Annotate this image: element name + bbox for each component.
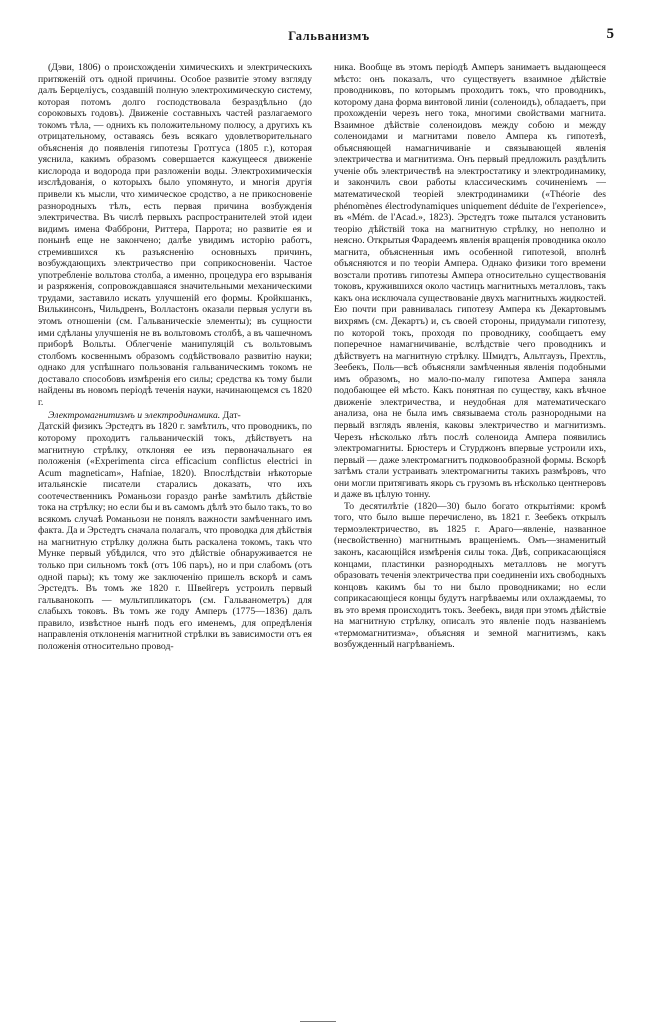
text-columns: [38, 62, 620, 1010]
paragraph: (Дэви, 1806) о происхожденіи химическихъ и электрическихъ притяженій отъ одной причины. Особое развитіе этому взгляду далъ Берцеліусъ, создавшій полную электрохимическую систему, которая потомъ долго господствовала безраздѣльно (до сороковыхъ годовъ). Движеніе составныхъ частей разлагаемого токомъ тѣла, — однихъ къ положительному полюсу, а другихъ къ отрицательному, оставаясь безъ всякаго удовлетворительнаго объясненія до появленія гипотезы Гротгуса (1805 г.), которая уяснила, какимъ образомъ совершается кажущееся движеніе кислорода и водорода при разложеніи воды. Электрохимическія изслѣдованія, о которыхъ было упомянуто, и многія другія привели къ мысли, что химическое сродство, а не прикосновеніе разнородныхъ тѣлъ, есть первая причина возбужденія электричества. Въ числѣ первыхъ распространителей этой идеи видимъ имена Фабброни, Риттера, Паррота; но развитіе ея и понынѣ еще не закончено; далѣе увидимъ исторію работъ, стремившихся къ разъясненію основныхъ причинъ, возбуждающихъ электричество при соприкосновеніи. Частое употребленіе вольтова столба, а именно, процедура его взрыванія и разряженія, сопровождавшаяся значительными механическими трудами, заставило искать улучшеній его формы. Кройкшанкъ, Вилькинсонъ, Чильдренъ, Волластонъ оказали первыя услуги въ этомъ отношеніи (см. Гальваническіе элементы); въ сущности ими сдѣланы улучшенія не въ вольтовомъ столбѣ, а въ чашечномъ приборѣ Вольты. Облегченіе манипуляцій съ вольтовымъ столбомъ косвеннымъ образомъ содѣйствовало развитію науки; однако для успѣшнаго пользованія гальваническимъ токомъ не доставало способовъ измѣренія его силы; средства къ тому были найдены въ новомъ періодѣ теченія науки, начинающемся съ 1820 г.: [38, 62, 312, 408]
footer-divider: [300, 1021, 336, 1022]
right-column: [322, 62, 606, 1010]
page-title: Гальванизмъ: [288, 29, 370, 43]
paragraph: ника. Вообще въ этомъ періодѣ Амперъ занимаетъ выдающееся мѣсто: онъ показалъ, что существуетъ взаимное дѣйствіе проводниковъ, по которымъ проходитъ токъ, что проводникъ, которому дана форма винтовой линіи (соленоидъ), обладаетъ, при прохожденіи черезъ него тока, многими свойствами магнита. Взаимное дѣйствіе соленоидовъ между собою и между соленоидами и магнитами повело Ампера къ гипотезѣ, объясняющей намагничиваніе и связывающей явленія электричества и магнитизма. Онъ первый предложилъ раздѣлить ученіе объ электричествѣ на электростатику и электродинамику, и закончилъ свои работы классическимъ сочиненіемъ — математической теоріей электродинамики («Théorie des phénomènes électrodynamiques uniquement déduite de l'experience», въ «Mém. de l'Acad.», 1823). Эрстедтъ тоже пытался установить теорію дѣйствій тока на магнитную стрѣлку, но неполно и неясно. Открытыя Фарадеемъ явленія вращенія проводника около магнита, объясненныя имъ особенной гипотезой, вполнѣ объясняются и по теоріи Ампера. Однако физики того времени возстали противъ гипотезы Ампера относительно существованія токовъ, кружившихся около частицъ магнитныхъ металловъ, такъ какъ она исключала существованіе двухъ магнитныхъ жидкостей. Ею почти при равнивалась гипотезу Ампера къ Декартовымъ вихрямъ (см. Декартъ) и, съ своей стороны, придумали гипотезу, по которой токъ, проходя по проводнику, сообщаетъ ему поперечное намагничиваніе, вслѣдствіе чего проводникъ и дѣйствуетъ на магнитную стрѣлку. Шмидтъ, Альтгаузъ, Прехтль, Зеебекъ, Поль—всѣ объясняли замѣченныя явленія подобными имъ образомъ, но мало-по-малу гипотеза Ампера заняла подобающее ей мѣсто. Какъ понятная по существу, какъ вѣчное движеніе электричества, и неудобная для математическаго анализа, она не была имъ связываема столь разнородными на первый взглядъ явленія, каковы электричество и магнитизмъ. Черезъ нѣсколько лѣтъ послѣ соленоида Ампера появились электромагниты. Брюстеръ и Стурджонъ впервые устроили ихъ, первый — даже электромагнитъ подковообразной формы. Вскорѣ затѣмъ стали устраивать электромагниты такихъ размѣровъ, что они могли притягивать якорь съ грузомъ въ нѣсколько центнеровъ и даже въ цѣлую тонну.: [334, 62, 607, 501]
paragraph: Датскій физикъ Эрстедтъ въ 1820 г. замѣтилъ, что проводникъ, по которому проходитъ гальваническій токъ, дѣйствуетъ на магнитную стрѣлку, отклоняя ее изъ первоначальнаго ея положенія («Experimenta circa efficacium conflictus electrici in Acum magneticam», Hafniae, 1820). Впослѣдствіи нѣкоторые итальянскіе писатели старались доказать, что ихъ соотечественникъ Романьози гораздо ранѣе замѣтилъ дѣйствіе тока на стрѣлку; но если бы и въ самомъ дѣлѣ это было такъ, то во всякомъ случаѣ Романьози не понялъ важности замѣченнаго имъ факта. Да и Эрстедтъ сначала полагалъ, что проводка для дѣйствія на магнитную стрѣлку должна быть раскалена токомъ, такъ что Мунке первый убѣдился, что это дѣйствіе обнаруживается не только при сильномъ токѣ (отъ 106 паръ), но и при слабомъ (отъ одной пары); къ тому же заключенію пришелъ вскорѣ и самъ Эрстедтъ. Въ томъ же 1820 г. Швейгеръ устроилъ первый гальванокопъ — мультипликаторъ (см. Гальванометръ) для слабыхъ токовъ. Въ томъ же году Амперъ (1775—1836) далъ правило, извѣстное нынѣ подъ его именемъ, для опредѣленія направленія отклоненія магнитной стрѣлки въ зависимости отъ ея положенія относительно провод-: [38, 421, 312, 652]
page-number: 5: [606, 26, 614, 42]
subheading-trailing-text: Дат-: [220, 409, 241, 421]
section-subheading: [38, 410, 312, 422]
subheading-italic-label: Электромагнитизмъ и электродинамика.: [48, 409, 221, 421]
left-column: [38, 62, 322, 1010]
paragraph: То десятилѣтіе (1820—30) было богато открытіями: кромѣ того, что было выше перечислено, въ 1821 г. Зеебекъ открылъ термоэлектричество, въ 1825 г. Араго—явленіе, названное (несвойственно) магнитнымъ вращеніемъ. Омъ—знаменитый законъ, касающійся измѣренія силы тока. Двѣ, соприкасающіяся концами, пластинки разнородныхъ металловъ не могутъ образовать теченія электричества при соединеніи ихъ свободныхъ концовъ какимъ бы то ни было проводниками; но если соприкасающіеся концы будутъ нагрѣваемы или охлаждаемы, то въ это время происходитъ токъ. Зеебекъ, видя при этомъ дѣйствіе на магнитную стрѣлку, описалъ это явленіе подъ названіемъ «термомагнитизма», объясняя и земной магнитизмъ, какъ возбужденный нагрѣваніемъ.: [334, 500, 606, 651]
page-header: [38, 26, 620, 56]
